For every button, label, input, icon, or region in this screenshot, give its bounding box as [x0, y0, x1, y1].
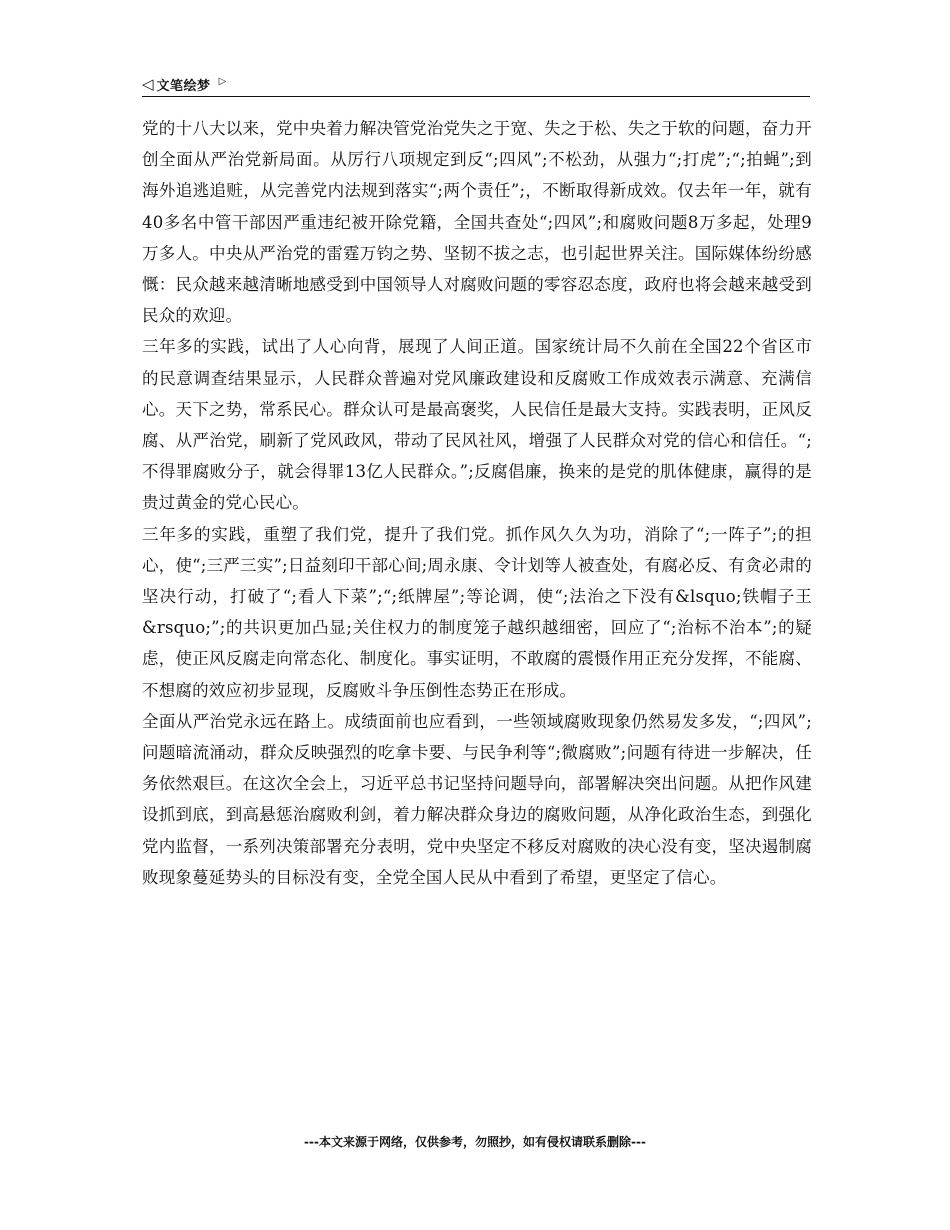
triangle-right-icon: ▷: [218, 76, 227, 87]
page-header: [142, 72, 810, 97]
footer-notice: ---本文来源于网络，仅供参考，勿照抄，如有侵权请联系删除---: [304, 1135, 646, 1149]
paragraph-3: 三年多的实践，重塑了我们党，提升了我们党。抓作风久久为功，消除了“;一阵子”;的担心，使“;三严三实”;日益刻印干部心间;周永康、令计划等人被查处，有腐必反、有贪必肃的坚决行动，打破了“;看人下菜”;“;纸牌屋”;等论调，使“;法治之下没有&lsquo;铁帽子王&rsquo;”;的共识更加凸显;关住权力的制度笼子越织越细密，回应了“;治标不治本”;的疑虑，使正风反腐走向常态化、制度化。事实证明，不敢腐的震慑作用正充分发挥，不能腐、不想腐的效应初步显现，反腐败斗争压倒性态势正在形成。: [142, 524, 812, 700]
paragraph-2: 三年多的实践，试出了人心向背，展现了人间正道。国家统计局不久前在全国22个省区市的民意调查结果显示，人民群众普遍对党风廉政建设和反腐败工作成效表示满意、充满信心。天下之势，常系民心。群众认可是最高褒奖，人民信任是最大支持。实践表明，正风反腐、从严治党，刷新了党风政风，带动了民风社风，增强了人民群众对党的信心和信任。“;不得罪腐败分子，就会得罪13亿人民群众。”;反腐倡廉，换来的是党的肌体健康，赢得的是贵过黄金的党心民心。: [142, 337, 812, 513]
article-body: [142, 113, 812, 893]
brand-title: 文笔绘梦: [156, 78, 211, 94]
triangle-left-icon: ◁: [142, 74, 154, 93]
paragraph-4: 全面从严治党永远在路上。成绩面前也应看到，一些领域腐败现象仍然易发多发，“;四风”;问题暗流涌动，群众反映强烈的吃拿卡要、与民争利等“;微腐败”;问题有待进一步解决，任务依然艰巨。在这次全会上，习近平总书记坚持问题导向，部署解决突出问题。从把作风建设抓到底，到高悬惩治腐败利剑，着力解决群众身边的腐败问题，从净化政治生态，到强化党内监督，一系列决策部署充分表明，党中央坚定不移反对腐败的决心没有变，坚决遏制腐败现象蔓延势头的目标没有变，全党全国人民从中看到了希望，更坚定了信心。: [142, 711, 812, 887]
paragraph-1: 党的十八大以来，党中央着力解决管党治党失之于宽、失之于松、失之于软的问题，奋力开创全面从严治党新局面。从厉行八项规定到反“;四风”;不松劲，从强力“;打虎”;“;拍蝇”;到海外追逃追赃，从完善党内法规到落实“;两个责任”;，不断取得新成效。仅去年一年，就有40多名中管干部因严重违纪被开除党籍，全国共查处“;四风”;和腐败问题8万多起，处理9万多人。中央从严治党的雷霆万钧之势、坚韧不拔之志，也引起世界关注。国际媒体纷纷感慨：民众越来越清晰地感受到中国领导人对腐败问题的零容忍态度，政府也将会越来越受到民众的欢迎。: [142, 119, 812, 326]
